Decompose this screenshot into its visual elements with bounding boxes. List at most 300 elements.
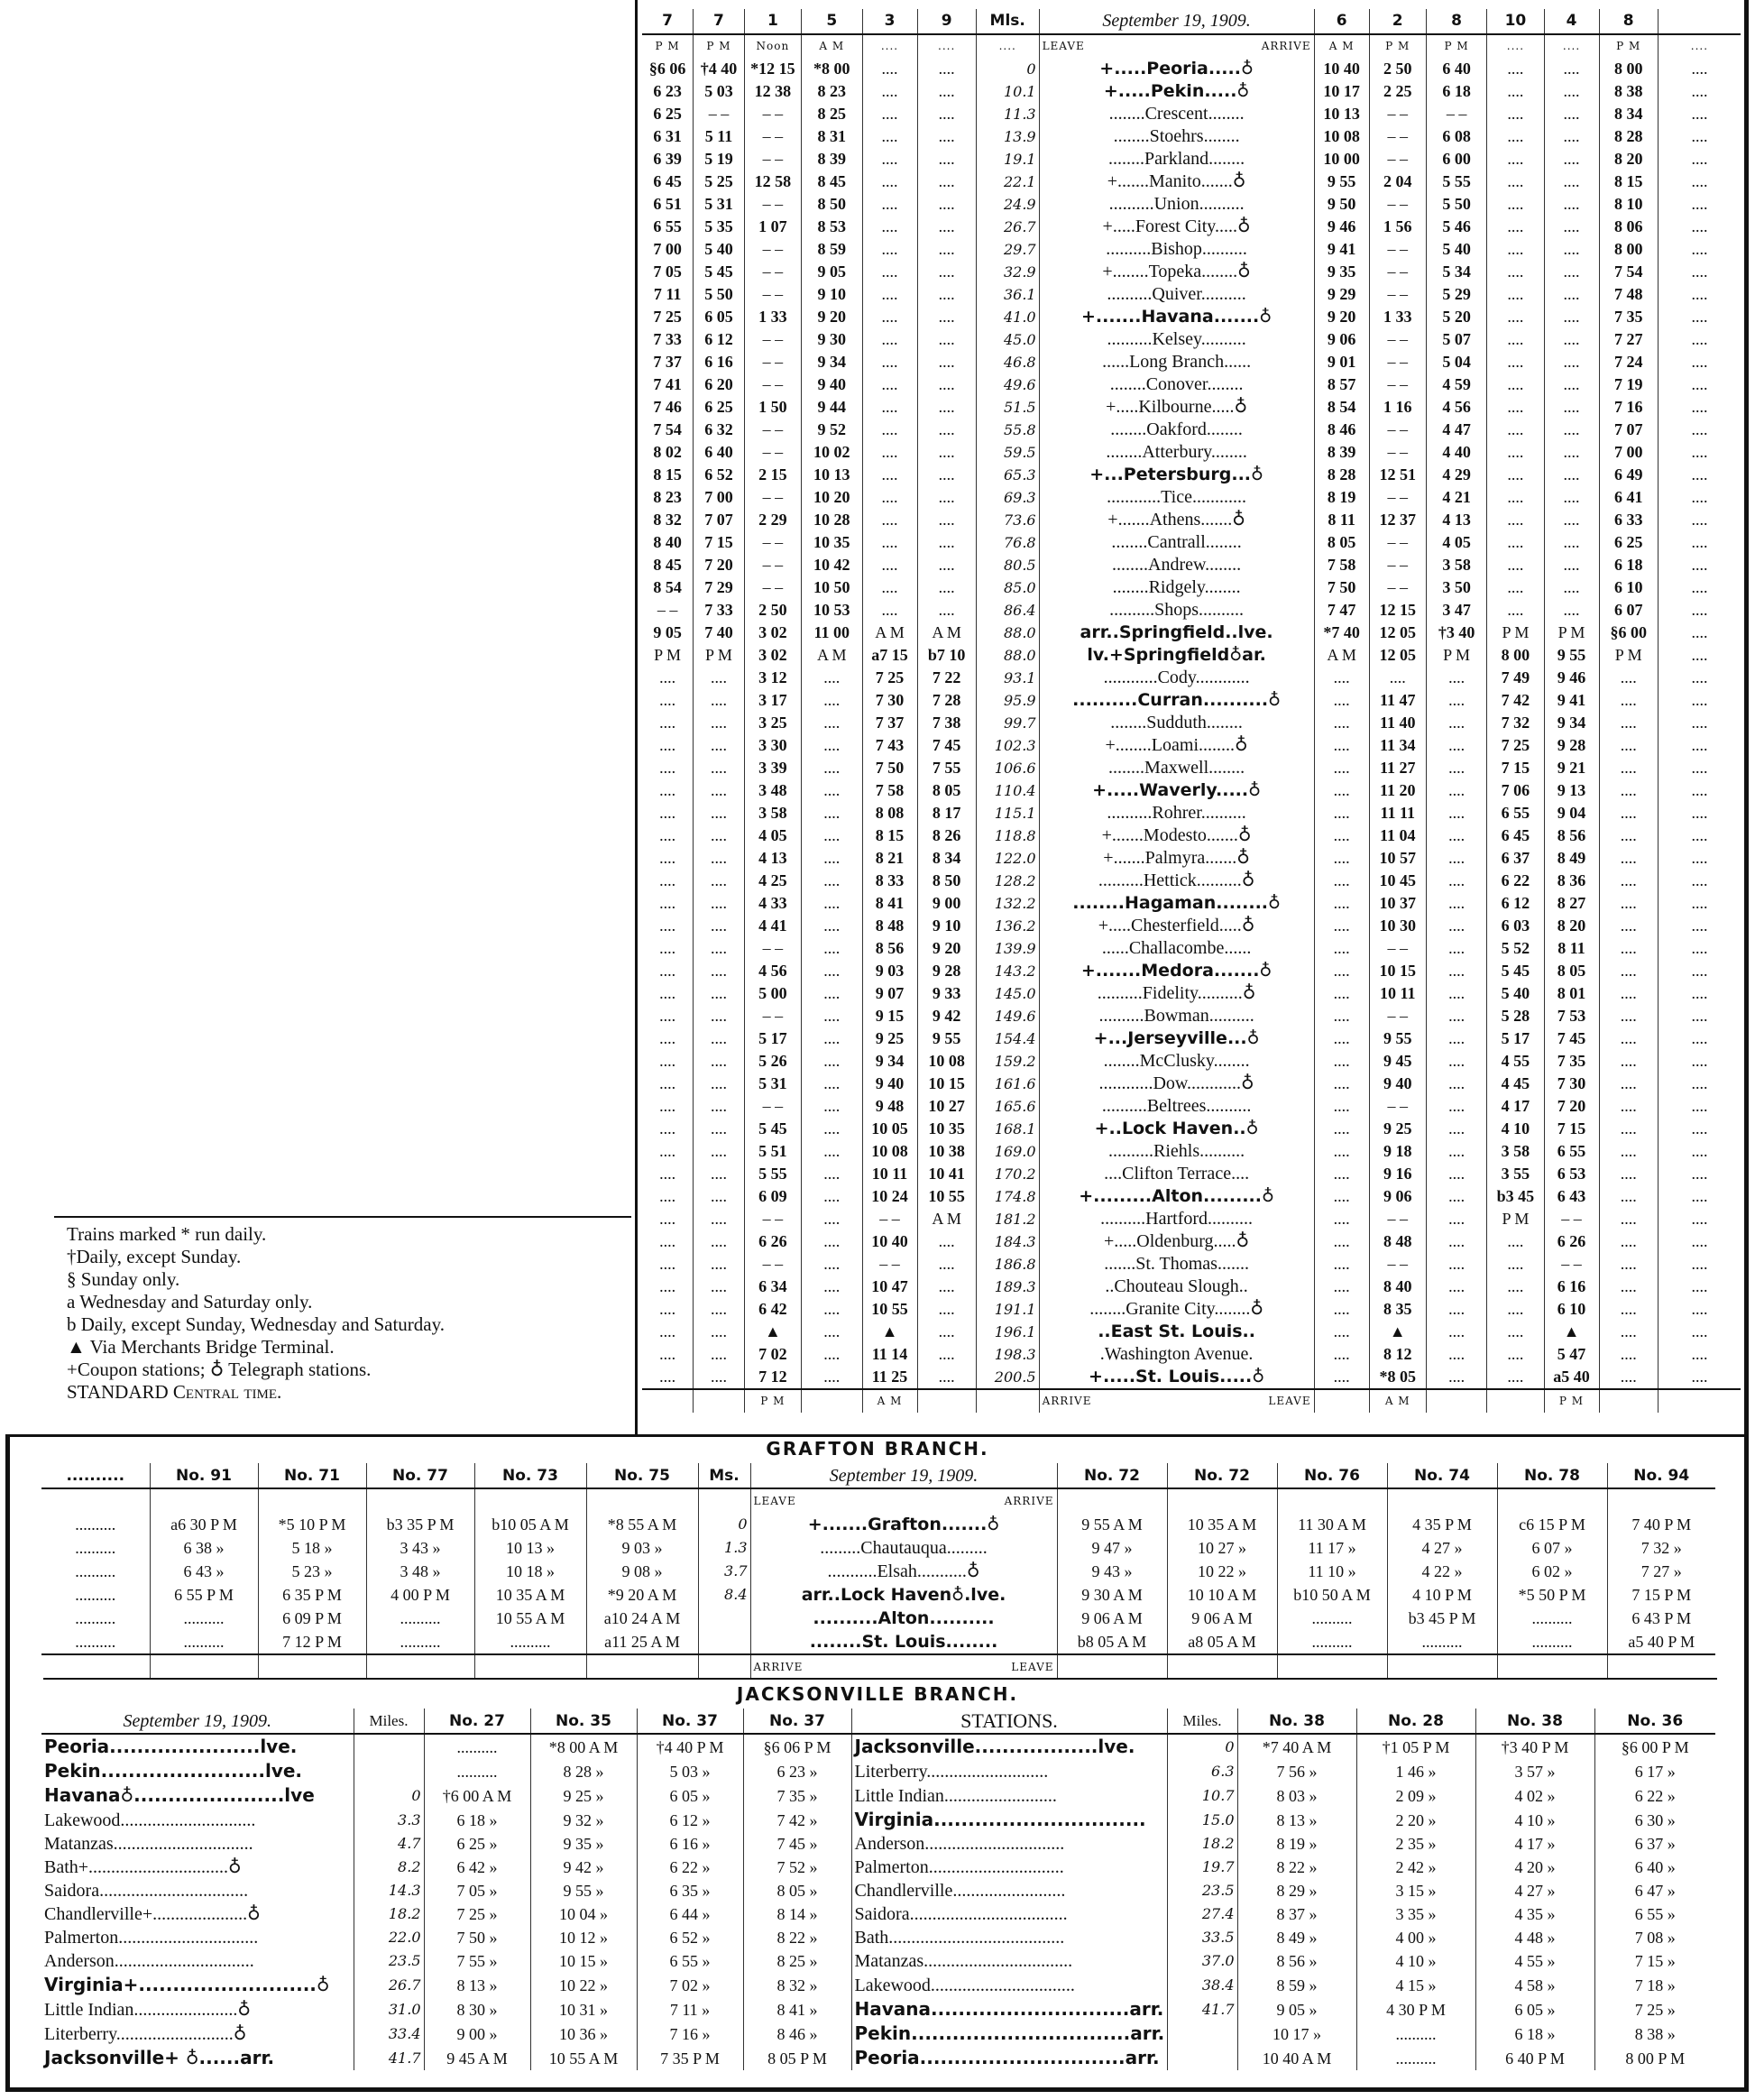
blank [698,1488,750,1513]
time-cell: .......... [366,1607,474,1630]
time-cell: 8 22 » [1237,1856,1356,1879]
miles-header: Ms. [698,1463,750,1488]
station-row [642,1185,1741,1208]
time-cell: .... [1314,1366,1369,1389]
time-cell: 2 35 » [1356,1832,1475,1856]
time-cell: .... [801,892,862,915]
time-cell: 10 55 A M [530,2046,637,2070]
time-cell: .... [917,283,976,306]
time-cell: 8 13 » [1237,1808,1356,1832]
jacksonville-station-row [41,1783,1715,1808]
time-cell: 12 58 [744,170,801,193]
time-cell: .... [1658,1321,1741,1343]
time-cell: 10 45 [1369,870,1426,892]
time-cell: 6 05 [694,306,745,328]
time-cell: 8 19 [1314,486,1369,509]
station-row [642,1050,1741,1073]
station-name: Peoria..............................arr. [851,2046,1167,2070]
station-name: lv.+Springfield♁ar. [1039,644,1314,667]
miles-cell: 31.0 [354,1997,424,2022]
grafton-station-row [41,1560,1715,1583]
time-cell: 5 50 [694,283,745,306]
legend-item: Trains marked * run daily. [67,1223,267,1245]
time-cell: 8 28 » [530,1759,637,1783]
jacksonville-station-row [41,1856,1715,1879]
time-cell: 6 43 P M [1607,1607,1715,1630]
time-cell: .... [1658,1276,1741,1298]
time-cell: 7 54 [653,420,682,438]
time-cell: .... [917,1321,976,1343]
time-cell: 6 30 » [1594,1808,1715,1832]
time-cell: 9 20 [1314,306,1369,328]
miles-cell: 102.3 [976,734,1039,757]
time-cell: 11 10 » [1277,1560,1387,1583]
time-cell: 8 45 [653,556,682,574]
time-cell: 6 37 » [1594,1832,1715,1856]
time-cell: ▲ [744,1321,801,1343]
time-cell: ▲ [1369,1321,1426,1343]
time-cell: .... [1426,1027,1487,1050]
time-cell: .... [801,757,862,779]
station-name: .......St. Thomas....... [1039,1253,1314,1276]
time-cell: .... [1599,1163,1658,1185]
stations-header: STATIONS. [851,1709,1167,1734]
time-cell: .......... [1277,1607,1387,1630]
time-cell: 8 08 [862,802,917,824]
jacksonville-timetable [41,1709,1715,2070]
station-name: ....Clifton Terrace.... [1039,1163,1314,1185]
station-row [642,915,1741,937]
time-cell: .... [1487,328,1544,351]
miles-cell: 27.4 [1167,1902,1237,1926]
miles-sub [976,1389,1039,1413]
time-cell: .... [917,125,976,148]
time-cell: .... [1426,1253,1487,1276]
miles-cell: 106.6 [976,757,1039,779]
time-cell: 10 13 [1314,103,1369,125]
miles-cell: 22.1 [976,170,1039,193]
time-cell: 6 52 [694,464,745,486]
time-cell: – – [744,261,801,283]
station-name: Matanzas................................. [851,1949,1167,1973]
miles-cell: 196.1 [976,1321,1039,1343]
jacksonville-station-row [41,1926,1715,1949]
time-cell: P M [1487,622,1544,644]
time-cell: 6 00 [1426,148,1487,170]
main-left-border [635,0,638,1434]
station-row [642,734,1741,757]
time-cell: 5 04 [1426,351,1487,373]
time-cell: – – [744,351,801,373]
time-cell: .... [1487,261,1544,283]
time-cell: 10 35 [917,1118,976,1140]
time-cell: 3 50 [1426,576,1487,599]
time-cell: 7 12 [744,1366,801,1389]
time-cell: .... [1487,464,1544,486]
time-cell: 4 02 » [1475,1783,1594,1808]
train-number: No. 38 [1475,1709,1594,1734]
time-cell: .... [1426,689,1487,712]
station-row [642,419,1741,441]
time-cell: – – [744,1253,801,1276]
train-number: 6 [1314,9,1369,34]
time-cell: 7 27 » [1607,1560,1715,1583]
station-row [642,937,1741,960]
time-cell: .... [1599,1230,1658,1253]
time-cell: 6 33 [1599,509,1658,531]
time-cell: 9 55 [1314,170,1369,193]
time-cell: 6 26 [1544,1230,1599,1253]
time-cell: 6 47 » [1594,1879,1715,1902]
time-cell: 10 18 » [474,1560,586,1583]
time-cell: 9 04 [1544,802,1599,824]
station-name: +.......Medora.......♁ [1039,960,1314,982]
time-cell: .... [801,1163,862,1185]
station-name: .........Chautauqua......... [750,1536,1057,1560]
time-cell: .... [1658,58,1741,80]
time-cell: – – [1369,1095,1426,1118]
time-cell: .... [1314,757,1369,779]
time-cell: 4 33 [744,892,801,915]
time-cell: .... [1314,1276,1369,1298]
grafton-station-row [41,1583,1715,1607]
time-cell: .... [1544,170,1599,193]
time-cell: .... [862,328,917,351]
miles-cell: 37.0 [1167,1949,1237,1973]
time-cell: – – [1369,1253,1426,1276]
time-cell: .... [1426,712,1487,734]
time-cell: 8 30 » [424,1997,530,2022]
time-cell: .... [1658,1343,1741,1366]
time-cell: 2 50 [744,599,801,622]
time-cell: .... [694,892,745,915]
station-name: ........Crescent........ [1039,103,1314,125]
time-cell: .... [801,1366,862,1389]
time-cell: .... [1544,80,1599,103]
jacksonville-station-row [41,1949,1715,1973]
time-cell: .... [1599,847,1658,870]
time-cell: .... [801,1321,862,1343]
station-row [642,712,1741,734]
blank [1057,1654,1167,1679]
time-cell: 8 11 [1314,509,1369,531]
miles-cell: 86.4 [976,599,1039,622]
time-cell: 7 00 [1599,441,1658,464]
time-cell: 8 45 [801,170,862,193]
miles-cell: 3.7 [698,1560,750,1583]
time-cell: 8 19 » [1237,1832,1356,1856]
station-name: Anderson............................... [44,1951,254,1971]
time-cell: .... [1426,824,1487,847]
station-name: ..........Kelsey.......... [1039,328,1314,351]
station-name: arr..Lock Haven♁.lve. [750,1583,1057,1607]
time-cell: 4 17 » [1475,1832,1594,1856]
time-cell: 8 56 » [1237,1949,1356,1973]
time-cell: 5 00 [744,982,801,1005]
time-cell: 2 04 [1369,170,1426,193]
time-cell: A M [917,1208,976,1230]
miles-cell: 19.1 [976,148,1039,170]
time-cell: .... [1599,1253,1658,1276]
train-number: No. 28 [1356,1709,1475,1734]
time-cell: 6 17 » [1594,1759,1715,1783]
time-cell: .... [1658,689,1741,712]
time-cell: .... [1314,870,1369,892]
time-cell: 5 45 [744,1118,801,1140]
time-cell: .... [1544,148,1599,170]
miles-cell: 76.8 [976,531,1039,554]
legend-item: †Daily, except Sunday. [67,1246,242,1267]
miles-cell: 99.7 [976,712,1039,734]
time-cell: 9 55 [1544,644,1599,667]
time-cell: 8 00 [1599,58,1658,80]
time-cell: 8 33 [862,870,917,892]
time-cell: 8 05 [1544,960,1599,982]
time-cell: 12 05 [1369,644,1426,667]
time-cell: 7 52 » [743,1856,851,1879]
station-name: +.....Pekin.....♁ [1039,80,1314,103]
miles-cell: 174.8 [976,1185,1039,1208]
time-cell: .... [694,1118,745,1140]
time-cell: 5 20 [1426,306,1487,328]
time-cell: 8 03 » [1237,1783,1356,1808]
time-cell: 8 11 [1544,937,1599,960]
time-cell: 11 20 [1369,779,1426,802]
time-cell: 11 34 [1369,734,1426,757]
time-cell: 9 20 [917,937,976,960]
time-cell: .... [1314,712,1369,734]
time-cell: 9 35 » [530,1832,637,1856]
time-cell: – – [744,328,801,351]
time-cell: .... [659,1187,676,1205]
time-cell: 6 22 » [637,1856,743,1879]
time-cell: .... [801,779,862,802]
time-cell: .... [659,1300,676,1318]
time-cell: 6 55 [1487,802,1544,824]
station-row [642,667,1741,689]
time-cell: .... [1658,915,1741,937]
station-name: Lakewood................................ [851,1973,1167,1997]
time-cell: .... [1599,937,1658,960]
time-cell: 4 55 [1487,1050,1544,1073]
time-cell: .... [1544,193,1599,216]
time-cell: 8 56 [862,937,917,960]
time-cell: 6 10 [1599,576,1658,599]
station-name: ..........Fidelity..........♁ [1039,982,1314,1005]
time-cell: .... [1426,667,1487,689]
jacksonville-station-row [41,1902,1715,1926]
station-name: ...........Elsah...........♁ [750,1560,1057,1583]
time-cell: .... [1658,982,1741,1005]
train-number: No. 76 [1277,1463,1387,1488]
time-cell: 6 23 [653,82,682,100]
jacksonville-station-row [41,2046,1715,2070]
time-cell: 10 10 A M [1167,1583,1277,1607]
station-row [642,531,1741,554]
time-cell: .... [1544,373,1599,396]
time-cell: 9 55 [1369,1027,1426,1050]
time-cell: 6 34 [744,1276,801,1298]
time-cell: 6 09 [744,1185,801,1208]
time-cell: .... [1544,509,1599,531]
time-cell: 4 22 » [1387,1560,1497,1583]
time-cell: 7 42 [1487,689,1544,712]
time-cell: 10 11 [1369,982,1426,1005]
time-cell: – – [744,283,801,306]
time-cell: 4 30 P M [1356,1997,1475,2022]
station-name: Peoria......................lve. [44,1736,298,1757]
station-row [642,1118,1741,1140]
time-cell: – – [1369,373,1426,396]
time-cell: a6 30 P M [150,1513,258,1536]
time-cell: 4 17 [1487,1095,1544,1118]
miles-cell: 110.4 [976,779,1039,802]
blank [586,1654,698,1679]
miles-cell: 41.7 [354,2046,424,2070]
time-cell: .......... [1356,2022,1475,2046]
station-row [642,125,1741,148]
time-cell: .... [917,351,976,373]
time-cell: .... [801,1027,862,1050]
time-cell: 6 55 [653,217,682,235]
time-cell: 6 26 [744,1230,801,1253]
time-cell: .... [1658,712,1741,734]
main-footer-row [642,1389,1741,1413]
miles-cell: 8.2 [354,1856,424,1879]
time-cell: .... [1658,1163,1741,1185]
miles-cell: 165.6 [976,1095,1039,1118]
time-cell: .......... [150,1630,258,1654]
time-cell: .... [1487,531,1544,554]
miles-cell: 24.9 [976,193,1039,216]
time-cell: 7 16 » [637,2022,743,2046]
time-cell: 6 16 [694,351,745,373]
time-cell: 7 00 [653,240,682,258]
time-cell: .... [1658,802,1741,824]
time-cell: a5 40 [1544,1366,1599,1389]
time-cell: .... [1658,599,1741,622]
time-cell: – – [1369,441,1426,464]
time-cell: .... [1658,1027,1741,1050]
time-cell: a11 25 A M [586,1630,698,1654]
station-row [642,1073,1741,1095]
ampm-label [694,1389,745,1413]
time-cell: *7 40 [1314,622,1369,644]
time-cell: 5 17 [744,1027,801,1050]
time-cell: .... [659,849,676,867]
miles-cell: 38.4 [1167,1973,1237,1997]
time-cell: 8 10 [1599,193,1658,216]
ampm-label [1426,1389,1487,1413]
miles-cell: 26.7 [354,1973,424,1997]
time-cell: 4 29 [1426,464,1487,486]
time-cell: 8 21 [862,847,917,870]
miles-cell: 15.0 [1167,1808,1237,1832]
time-cell: .... [917,1366,976,1389]
time-cell: .... [1658,779,1741,802]
time-cell: b3 45 [1487,1185,1544,1208]
miles-cell: 0 [976,58,1039,80]
time-cell: .... [801,1230,862,1253]
time-cell: – – [1369,419,1426,441]
time-cell: 10 12 » [530,1926,637,1949]
time-cell: 8 05 P M [743,2046,851,2070]
time-cell: .... [1658,622,1741,644]
time-cell: .... [862,531,917,554]
time-cell: .... [862,509,917,531]
time-cell: 9 46 [1544,667,1599,689]
time-cell: *5 50 P M [1497,1583,1607,1607]
time-cell: .... [917,193,976,216]
station-name: +.......Athens.......♁ [1039,509,1314,531]
time-cell: 7 55 [917,757,976,779]
time-cell: 8 29 » [1237,1879,1356,1902]
time-cell: .... [1599,1005,1658,1027]
time-cell: 7 02 [744,1343,801,1366]
time-cell: 5 11 [694,125,745,148]
time-cell: .... [1658,125,1741,148]
time-cell: .... [1314,667,1369,689]
time-cell: 10 02 [801,441,862,464]
ampm-label [917,1389,976,1413]
time-cell: .... [1658,80,1741,103]
station-name: ..........Quiver.......... [1039,283,1314,306]
time-cell: 7 20 [1544,1095,1599,1118]
miles-cell: 184.3 [976,1230,1039,1253]
time-cell: .... [659,1007,676,1025]
time-cell: 5 52 [1487,937,1544,960]
time-cell: .... [801,1298,862,1321]
time-cell: 9 21 [1544,757,1599,779]
time-cell: .... [801,870,862,892]
time-cell: .... [1658,757,1741,779]
time-cell: 8 14 » [743,1902,851,1926]
time-cell: .... [659,1029,676,1047]
time-cell: – – [744,103,801,125]
time-cell: .... [1487,238,1544,261]
station-row [642,1366,1741,1389]
miles-cell: 0 [354,1783,424,1808]
time-cell: 6 09 P M [258,1607,366,1630]
time-cell: 8 49 [1544,847,1599,870]
time-cell: .... [1487,193,1544,216]
time-cell: .... [1544,125,1599,148]
station-name: +.......Manito.......♁ [1039,170,1314,193]
legend-rule [54,1216,631,1218]
station-name: +...Jerseyville...♁ [1039,1027,1314,1050]
ampm-label: A M [1369,1389,1426,1413]
time-cell: 8 54 [1314,396,1369,419]
time-cell: .... [659,736,676,754]
miles-cell [698,1630,750,1654]
time-cell: 5 35 [694,216,745,238]
time-cell: .... [1426,1095,1487,1118]
time-cell: .... [917,1298,976,1321]
time-cell: .... [1658,216,1741,238]
train-number: No. 72 [1167,1463,1277,1488]
time-cell: 4 47 [1426,419,1487,441]
station-row [642,193,1741,216]
time-cell: 9 01 [1314,351,1369,373]
time-cell: 6 40 [694,441,745,464]
time-cell: 3 58 [1487,1140,1544,1163]
time-cell: .... [917,148,976,170]
blank [1607,1654,1715,1679]
station-row [642,1343,1741,1366]
time-cell: 7 28 [917,689,976,712]
station-name: ......Challacombe...... [1039,937,1314,960]
time-cell: 7 25 [862,667,917,689]
